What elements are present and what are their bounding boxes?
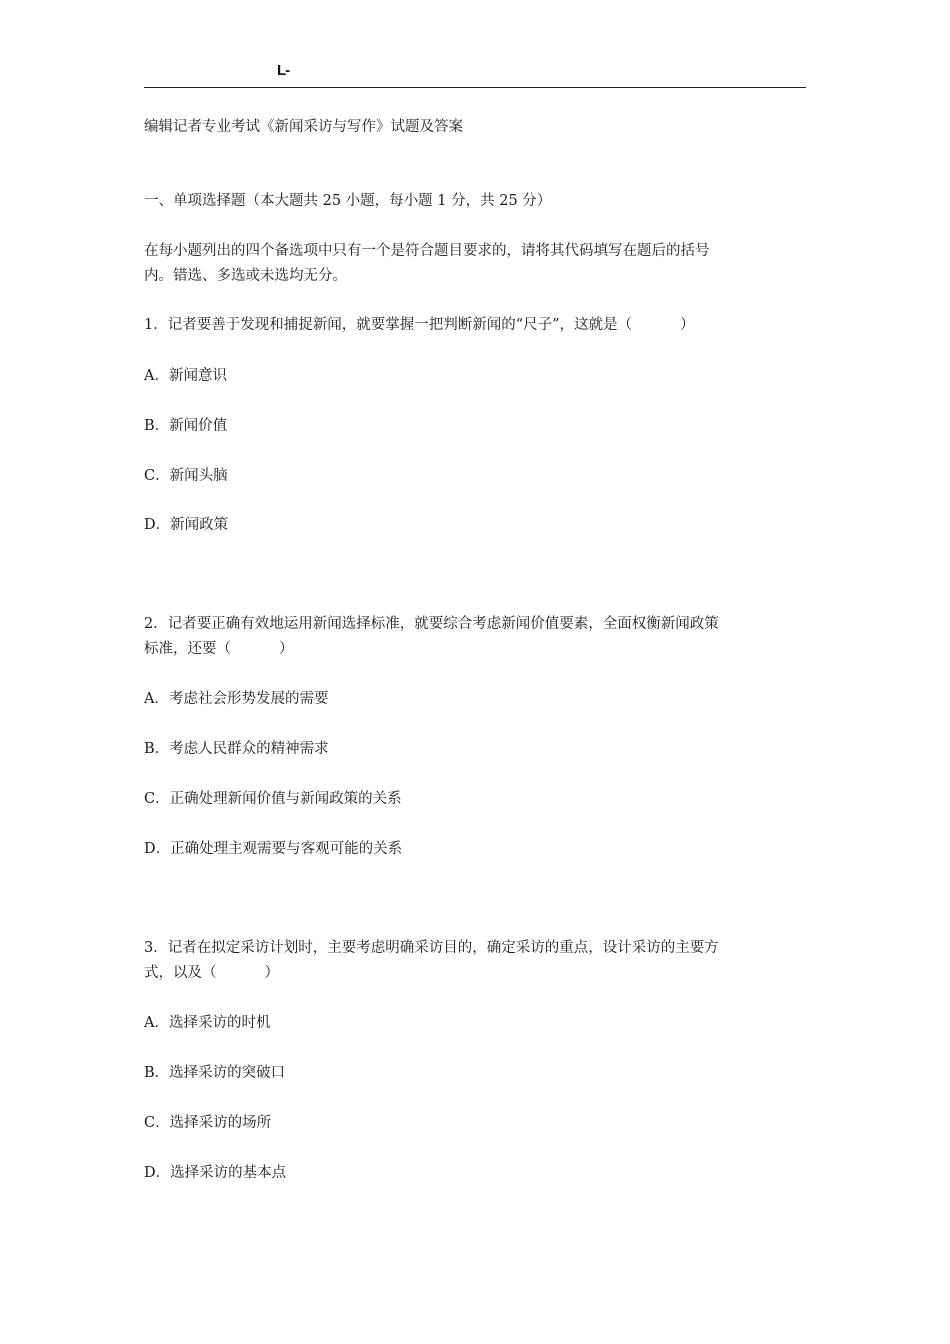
question-2-stem-line-2	[144, 637, 806, 662]
question-3-stem-text: 式，以及（	[144, 965, 217, 981]
instructions-line-1: 在每小题列出的四个备选项中只有一个是符合题目要求的，请将其代码填写在题后的括号	[144, 243, 710, 259]
section-heading: 一、单项选择题（本大题共 25 小题，每小题 1 分，共 25 分）	[144, 193, 552, 209]
question-3-option-d: D．选择采访的基本点	[144, 1165, 287, 1181]
question-1-stem-text: 1．记者要善于发现和捕捉新闻，就要掌握一把判断新闻的“尺子”，这就是（	[144, 317, 633, 333]
document-title: 编辑记者专业考试《新闻采访与写作》试题及答案	[144, 119, 463, 135]
question-1-option-d: D．新闻政策	[144, 517, 229, 533]
question-3-option-a: A．选择采访的时机	[144, 1015, 271, 1031]
question-1-option-c: C．新闻头脑	[144, 468, 228, 484]
question-1-stem	[144, 313, 806, 338]
question-3-option-c: C．选择采访的场所	[144, 1115, 272, 1131]
question-3-paren-close: ）	[264, 965, 279, 981]
question-1-option-b: B．新闻价值	[144, 418, 228, 434]
instructions-line-2: 内。错选、多选或未选均无分。	[144, 268, 347, 284]
question-2-option-b: B．考虑人民群众的精神需求	[144, 741, 329, 757]
question-2-option-a: A．考虑社会形势发展的需要	[144, 691, 329, 707]
question-2-option-c: C．正确处理新闻价值与新闻政策的关系	[144, 791, 402, 807]
question-1-option-a: A．新闻意识	[144, 368, 227, 384]
header-rule	[144, 87, 806, 88]
question-3-stem-line-1: 3．记者在拟定采访计划时，主要考虑明确采访目的，确定采访的重点，设计采访的主要方	[144, 940, 719, 956]
question-2-stem-line-1: 2．记者要正确有效地运用新闻选择标准，就要综合考虑新闻价值要素，全面权衡新闻政策	[144, 616, 719, 632]
question-3-option-b: B．选择采访的突破口	[144, 1065, 286, 1081]
question-2-stem-text: 标准，还要（	[144, 641, 231, 657]
question-3-stem-line-2	[144, 961, 806, 986]
question-2-paren-close: ）	[279, 641, 294, 657]
question-2-option-d: D．正确处理主观需要与客观可能的关系	[144, 841, 403, 857]
header-mark: L-	[277, 62, 290, 79]
question-1-paren-close: ）	[680, 317, 695, 333]
